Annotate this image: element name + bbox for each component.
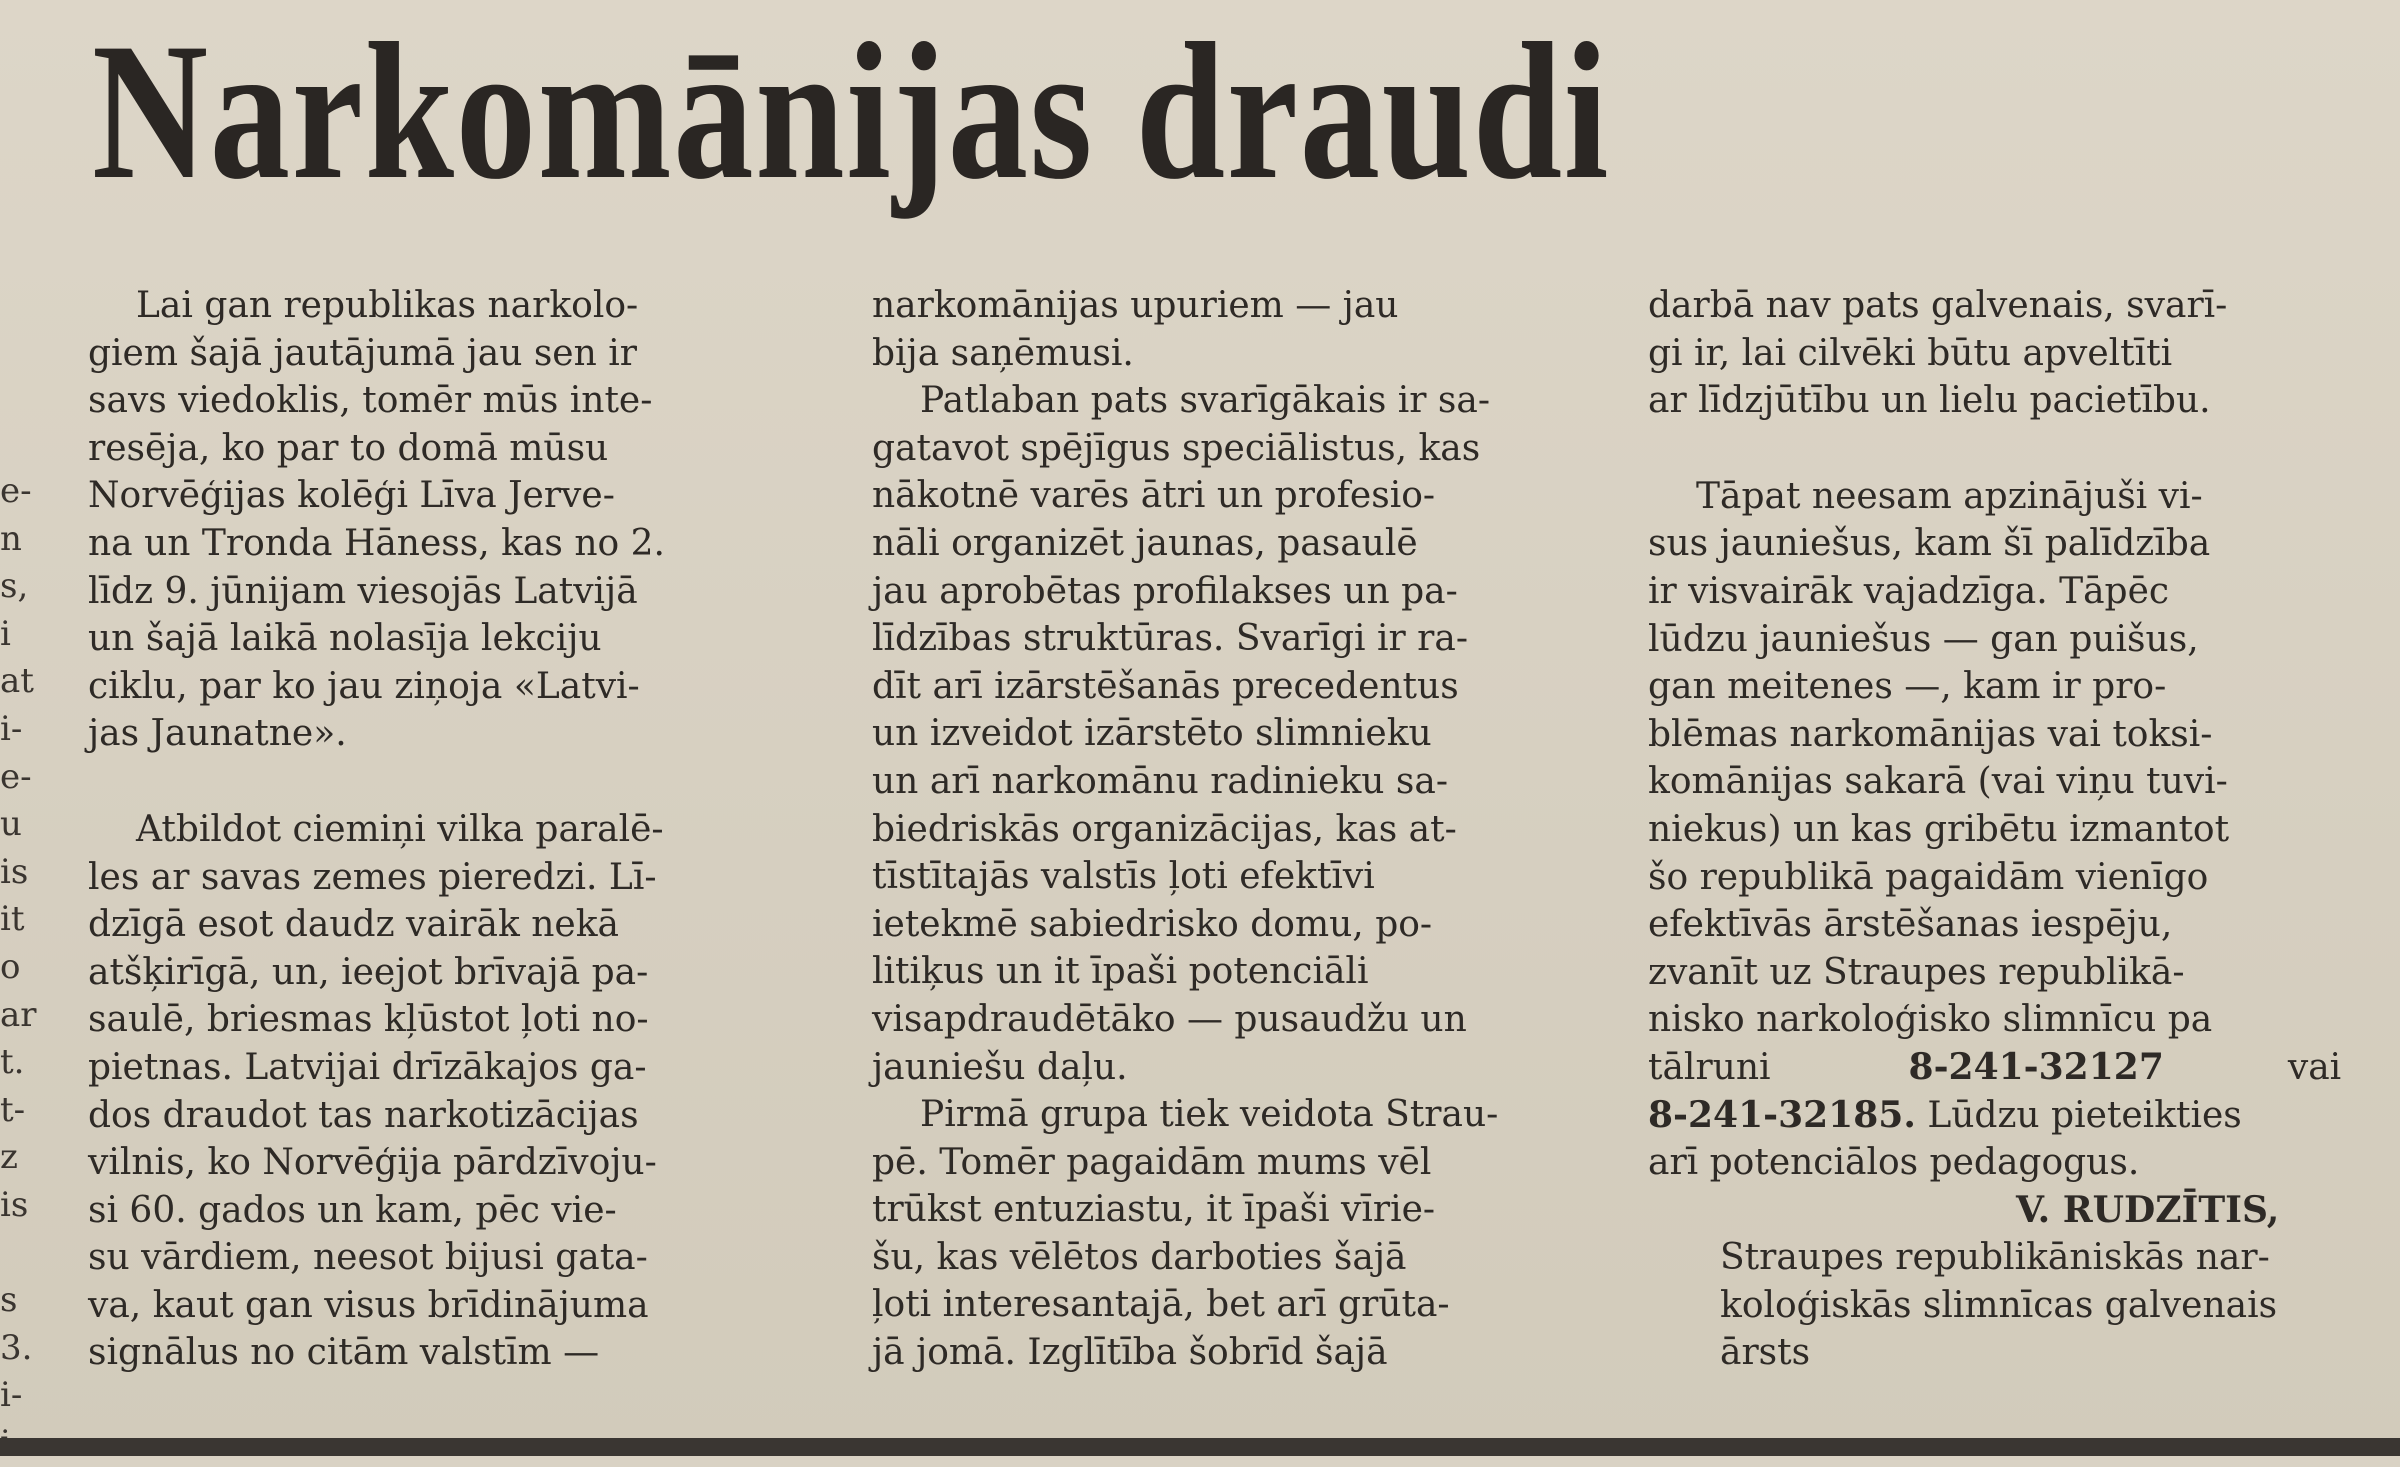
phone-number-1: 8-241-32127 [1908, 1045, 2164, 1088]
fragment-line: 3. [0, 1327, 33, 1368]
text-line: un šajā laikā nolasīja lekciju [88, 618, 602, 660]
text-line: pietnas. Latvijai drīzākajos ga- [88, 1046, 647, 1088]
headline: Narkomānijas draudi [92, 3, 1611, 220]
text-line: resēja, ko par to domā mūsu [88, 427, 609, 469]
paragraph-gap [1648, 425, 2368, 473]
text-line: Patlaban pats svarīgākais ir sa- [920, 380, 1491, 422]
phone-line [1648, 1044, 2368, 1092]
text-line: trūkst entuziastu, it īpaši vīrie- [872, 1189, 1436, 1231]
text-line: ļoti interesantajā, bet arī grūta- [872, 1284, 1450, 1326]
fragment-line: ar [0, 994, 37, 1035]
text-line: bija saņēmusi. [872, 332, 1134, 374]
text-line: ar līdzjūtību un lielu pacietību. [1648, 380, 2211, 422]
signature-name: V. RUDZĪTIS, [2016, 1188, 2280, 1231]
adjacent-column-fragment [0, 468, 37, 1467]
fragment-line: n [0, 518, 22, 559]
phone-number-2: 8-241-32185. [1648, 1093, 1916, 1136]
phone-line-2 [1648, 1092, 2368, 1140]
signature-role: koloģiskās slimnīcas galvenais [1720, 1284, 2278, 1326]
text-line: jauniešu daļu. [872, 1046, 1128, 1088]
text-line: blēmas narkomānijas vai toksi- [1648, 713, 2213, 755]
text-line: savs viedoklis, tomēr mūs inte- [88, 380, 653, 422]
text-line: sus jauniešus, kam šī palīdzība [1648, 523, 2211, 565]
text-line: Tāpat neesam apzinājuši vi- [1696, 475, 2203, 517]
article-column-2 [872, 282, 1592, 1377]
text-line: šo republikā pagaidām vienīgo [1648, 856, 2209, 898]
fragment-line: t. [0, 1042, 25, 1083]
article-column-1 [88, 282, 808, 1377]
text-line: biedriskās organizācijas, kas at- [872, 808, 1457, 850]
phone-after: Lūdzu pieteikties [1927, 1094, 2242, 1136]
phone-or: vai [2287, 1046, 2342, 1088]
text-line: giem šajā jautājumā jau sen ir [88, 332, 637, 374]
text-line: Pirmā grupa tiek veidota Strau- [920, 1094, 1499, 1136]
paragraph-gap [88, 758, 808, 806]
text-line: darbā nav pats galvenais, svarī- [1648, 285, 2228, 326]
text-line: dzīgā esot daudz vairāk nekā [88, 904, 619, 946]
text-line: efektīvās ārstēšanas iespēju, [1648, 904, 2173, 946]
text-line: litiķus un it īpaši potenciāli [872, 951, 1369, 993]
text-line: jā jomā. Izglītība šobrīd šajā [872, 1332, 1388, 1374]
text-line: atšķirīgā, un, ieejot brīvajā pa- [88, 951, 649, 993]
fragment-line: is [0, 851, 29, 892]
text-line: gatavot spējīgus speciālistus, kas [872, 427, 1481, 469]
text-line: na un Tronda Hāness, kas no 2. [88, 522, 665, 564]
signature-role: ārsts [1720, 1332, 1811, 1374]
text-line: Lai gan republikas narkolo- [136, 285, 639, 326]
text-line: nāli organizēt jaunas, pasaulē [872, 522, 1418, 564]
text-line: saulē, briesmas kļūstot ļoti no- [88, 999, 649, 1041]
text-line: visapdraudētāko — pusaudžu un [872, 998, 1467, 1040]
article-column-3 [1648, 282, 2368, 1377]
text-line: un izveidot izārstēto slimnieku [872, 713, 1432, 755]
text-line: līdz 9. jūnijam viesojās Latvijā [88, 570, 638, 612]
text-line: lūdzu jauniešus — gan puišus, [1648, 618, 2199, 660]
text-line: dos draudot tas narkotizācijas [88, 1094, 639, 1136]
text-line: arī potenciālos pedagogus. [1648, 1142, 2140, 1184]
text-line: gi ir, lai cilvēki būtu apveltīti [1648, 332, 2173, 374]
bottom-scan-edge [0, 1438, 2400, 1456]
fragment-line: t- [0, 1089, 26, 1130]
fragment-line: it [0, 899, 25, 940]
fragment-line: is [0, 1184, 29, 1225]
fragment-line: z [0, 1137, 18, 1178]
text-line: zvanīt uz Straupes republikā- [1648, 951, 2185, 993]
text-line: niekus) un kas gribētu izmantot [1648, 808, 2230, 850]
fragment-line: i [0, 613, 11, 654]
text-line: pē. Tomēr pagaidām mums vēl [872, 1141, 1432, 1183]
text-line: ir visvairāk vajadzīga. Tāpēc [1648, 570, 2170, 612]
phone-prefix: tālruni [1648, 1046, 1771, 1088]
fragment-line: o [0, 946, 21, 987]
fragment-line: e- [0, 756, 32, 797]
text-line: vilnis, ko Norvēģija pārdzīvoju- [88, 1142, 657, 1184]
text-line: nisko narkoloģisko slimnīcu pa [1648, 999, 2213, 1041]
text-line: dīt arī izārstēšanās precedentus [872, 665, 1459, 707]
text-line: jau aprobētas profilakses un pa- [872, 570, 1458, 612]
text-line: līdzības struktūras. Svarīgi ir ra- [872, 618, 1469, 660]
fragment-line: s [0, 1280, 18, 1321]
fragment-line [0, 1230, 30, 1278]
text-line: va, kaut gan visus brīdinājuma [88, 1284, 649, 1326]
text-line: narkomānijas upuriem — jau [872, 285, 1399, 326]
text-line: tīstītajās valstīs ļoti efektīvi [872, 856, 1375, 898]
text-line: si 60. gados un kam, pēc vie- [88, 1189, 617, 1231]
text-line: jas Jaunatne». [88, 713, 347, 755]
text-line: ietekmē sabiedrisko domu, po- [872, 903, 1433, 945]
text-line: Atbildot ciemiņi vilka paralē- [136, 808, 664, 850]
text-line: un arī narkomānu radinieku sa- [872, 760, 1448, 802]
signature-role: Straupes republikāniskās nar- [1720, 1237, 2270, 1279]
text-line: šu, kas vēlētos darboties šajā [872, 1236, 1407, 1278]
fragment-line: at [0, 661, 34, 702]
text-line: signālus no citām valstīm — [88, 1332, 600, 1374]
text-line: nākotnē varēs ātri un profesio- [872, 475, 1436, 517]
text-line: su vārdiem, neesot bijusi gata- [88, 1237, 648, 1279]
text-line: Norvēģijas kolēģi Līva Jerve- [88, 475, 615, 517]
fragment-line: u [0, 804, 22, 845]
fragment-line: i- [0, 708, 23, 749]
text-line: les ar savas zemes pieredzi. Lī- [88, 856, 657, 898]
text-line: ciklu, par ko jau ziņoja «Latvi- [88, 665, 640, 707]
fragment-line: s, [0, 566, 29, 607]
text-line: komānijas sakarā (vai viņu tuvi- [1648, 761, 2228, 803]
text-line: gan meitenes —, kam ir pro- [1648, 666, 2167, 708]
fragment-line: i- [0, 1375, 23, 1416]
fragment-line: e- [0, 471, 32, 511]
